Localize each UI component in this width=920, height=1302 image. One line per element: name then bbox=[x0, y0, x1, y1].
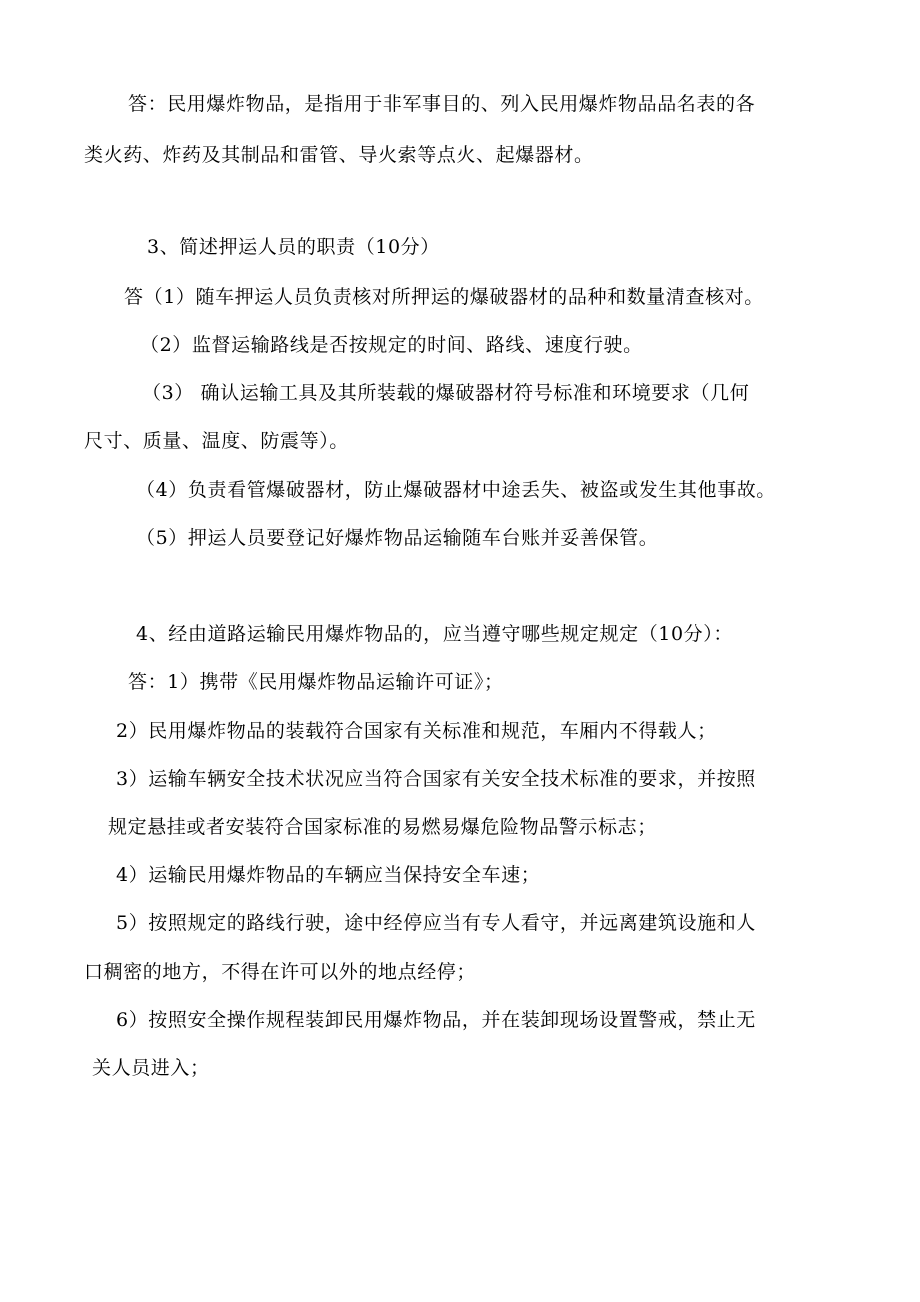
q4-item-2: 2）民用爆炸物品的装载符合国家有关标准和规范，车厢内不得载人； bbox=[116, 720, 717, 742]
q4-heading: 4、经由道路运输民用爆炸物品的，应当遵守哪些规定规定（10分）： bbox=[136, 623, 733, 645]
q2-answer-line-1: 答：民用爆炸物品，是指用于非军事目的、列入民用爆炸物品品名表的各 bbox=[128, 93, 756, 115]
q3-item-2: （2）监督运输路线是否按规定的时间、路线、速度行驶。 bbox=[140, 334, 643, 356]
q3-item-3-line-1: （3） 确认运输工具及其所装载的爆破器材符号标准和环境要求（几何 bbox=[142, 382, 750, 404]
q3-item-1: 答（1）随车押运人员负责核对所押运的爆破器材的品种和数量清查核对。 bbox=[124, 286, 764, 308]
q4-item-1: 答：1）携带《民用爆炸物品运输许可证》； bbox=[128, 671, 504, 693]
q3-heading: 3、简述押运人员的职责（10分） bbox=[147, 236, 440, 258]
q4-item-5-line-2: 口稠密的地方，不得在许可以外的地点经停； bbox=[84, 961, 477, 983]
q4-item-5-line-1: 5）按照规定的路线行驶，途中经停应当有专人看守，并远离建筑设施和人 bbox=[116, 912, 756, 934]
q4-item-3-line-2: 规定悬挂或者安装符合国家标准的易燃易爆危险物品警示标志； bbox=[108, 816, 657, 838]
q4-item-6-line-2: 关人员进入； bbox=[92, 1057, 210, 1079]
q3-item-3-line-2: 尺寸、质量、温度、防震等）。 bbox=[84, 430, 349, 452]
q4-item-4: 4）运输民用爆炸物品的车辆应当保持安全车速； bbox=[116, 864, 541, 886]
q4-item-6-line-1: 6）按照安全操作规程装卸民用爆炸物品，并在装卸现场设置警戒，禁止无 bbox=[116, 1009, 756, 1031]
q4-item-3-line-1: 3）运输车辆安全技术状况应当符合国家有关安全技术标准的要求，并按照 bbox=[116, 768, 756, 790]
q3-item-4: （4）负责看管爆破器材，防止爆破器材中途丢失、被盗或发生其他事故。 bbox=[136, 479, 776, 501]
q3-item-5: （5）押运人员要登记好爆炸物品运输随车台账并妥善保管。 bbox=[136, 527, 659, 549]
q2-answer-line-2: 类火药、炸药及其制品和雷管、导火索等点火、起爆器材。 bbox=[84, 144, 594, 166]
